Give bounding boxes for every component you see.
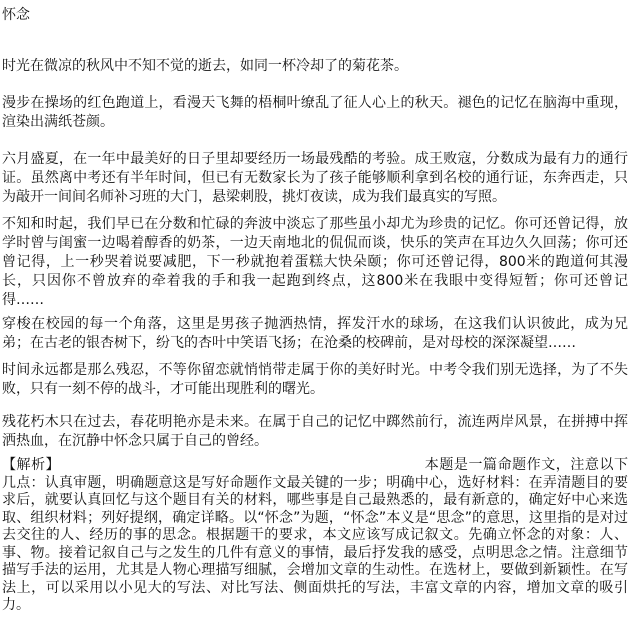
- essay-paragraph-6: 时间永远都是那么残忍，不等你留恋就悄悄带走属于你的美好时光。中考令我们别无选择，为了不失败，只有一刻不停的战斗，才可能出现胜利的曙光。: [2, 362, 628, 397]
- essay-paragraph-1: 时光在微凉的秋风中不知不觉的逝去，如同一杯冷却了的菊花茶。: [2, 58, 408, 74]
- essay-paragraph-5: 穿梭在校园的每一个角落，这里是男孩子抛洒热情，挥发汗水的球场，在这我们认识彼此，成为兄弟；在古老的银杏树下，纷飞的杏叶中笑语飞扬；在沧桑的校碑前，是对母校的深深凝望……: [2, 316, 628, 351]
- analysis-section: [2, 457, 628, 615]
- essay-paragraph-7: 残花朽木只在过去，春花明艳亦是未来。在属于自己的记忆中踯然前行，流连两岸风景，在拼搏中挥洒热血，在沉静中怀念只属于自己的曾经。: [2, 414, 628, 449]
- essay-title: 怀念: [2, 7, 30, 23]
- essay-paragraph-4: 不知和时起，我们早已在分数和忙碌的奔波中淡忘了那些虽小却尤为珍贵的记忆。你可还曾记得，放学时曾与闺蜜一边喝着醇香的奶茶，一边天南地北的侃侃而谈，快乐的笑声在耳边久久回荡；你可还曾记得，上一秒哭着说要减肥，下一秒就抱着蛋糕大快朵颐；你可还曾记得，800米的跑道何其漫长，只因你不曾放弃的牵着我的手和我一起跑到终点，这800米在我眼中变得短暂；你可还曾记得……: [2, 216, 628, 308]
- analysis-heading: 【解析】: [2, 457, 61, 473]
- essay-paragraph-2: 漫步在操场的红色跑道上，看漫天飞舞的梧桐叶缭乱了征人心上的秋天。褪色的记忆在脑海中重现，渲染出满纸苍颜。: [2, 95, 628, 130]
- essay-paragraph-3: 六月盛夏，在一年中最美好的日子里却要经历一场最残酷的考验。成王败寇，分数成为最有力的通行证。虽然离中考还有半年时间，但已有无数家长为了孩子能够顺利拿到名校的通行证，东奔西走，只为敲开一间间名师补习班的大门，悬梁刺股，挑灯夜读，成为我们最真实的写照。: [2, 151, 628, 205]
- analysis-text: 本题是一篇命题作文，注意以下几点：认真审题，明确题意这是写好命题作文最关键的一步；明确中心，选好材料：在弄清题目的要求后，就要认真回忆与这个题目有关的材料，哪些事是自己最熟悉的，最有新意的，确定好中心来选取、组织材料；列好提纲，确定详略。以“怀念”为题，“怀念”本义是“思念”的意思，这里指的是对过去交往的人、经历的事的思念。根据题干的要求，本文应该写成记叙文。先确立怀念的对象：人、事、物。接着记叙自己与之发生的几件有意义的事情，最后抒发我的感受，点明思念之情。注意细节描写手法的运用，尤其是人物心理描写细腻，会增加文章的生动性。在选材上，要做到新颖性。在写法上，可以采用以小见大的写法、对比写法、侧面烘托的写法，丰富文章的内容，增加文章的吸引力。: [2, 457, 629, 613]
